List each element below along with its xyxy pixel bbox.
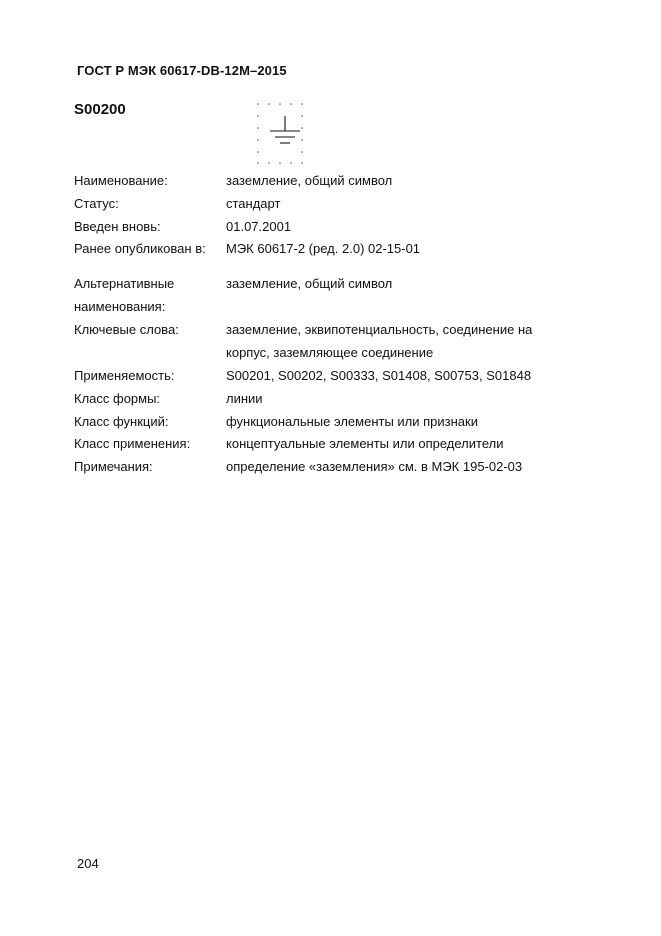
field-value: заземление, общий символ (226, 173, 393, 188)
field-label: Ранее опубликован в: (74, 241, 206, 256)
field-label (74, 272, 224, 318)
field-label: Класс формы: (74, 391, 161, 406)
field-value: линии (226, 391, 263, 406)
symbol-code: S00200 (74, 101, 126, 118)
field-label: Статус: (74, 196, 119, 211)
field-label: Примечания: (74, 459, 153, 474)
document-header: ГОСТ Р МЭК 60617-DB-12M–2015 (77, 63, 287, 78)
field-label: Наименование: (74, 173, 168, 188)
field-label: Введен вновь: (74, 219, 161, 234)
field-value: МЭК 60617-2 (ред. 2.0) 02-15-01 (226, 241, 421, 256)
page-number: 204 (77, 856, 99, 871)
field-value (226, 318, 566, 364)
field-value: 01.07.2001 (226, 219, 292, 234)
field-value-line: заземление, эквипотенциальность, соединение на (226, 322, 533, 337)
field-label: Применяемость: (74, 368, 175, 383)
field-label: Ключевые слова: (74, 322, 179, 337)
field-value: концептуальные элементы или определители (226, 436, 504, 451)
field-label-line: Альтернативные (74, 276, 175, 291)
field-value: определение «заземления» см. в МЭК 195-02-03 (226, 459, 523, 474)
field-value: функциональные элементы или признаки (226, 414, 478, 429)
field-value-line: корпус, заземляющее соединение (226, 345, 434, 360)
field-label-line: наименования: (74, 299, 166, 314)
field-label: Класс функций: (74, 414, 169, 429)
field-value: стандарт (226, 196, 281, 211)
field-value: S00201, S00202, S00333, S01408, S00753, S01848 (226, 368, 532, 383)
field-value: заземление, общий символ (226, 276, 393, 291)
earth-ground-icon (254, 101, 310, 167)
field-label: Класс применения: (74, 436, 191, 451)
